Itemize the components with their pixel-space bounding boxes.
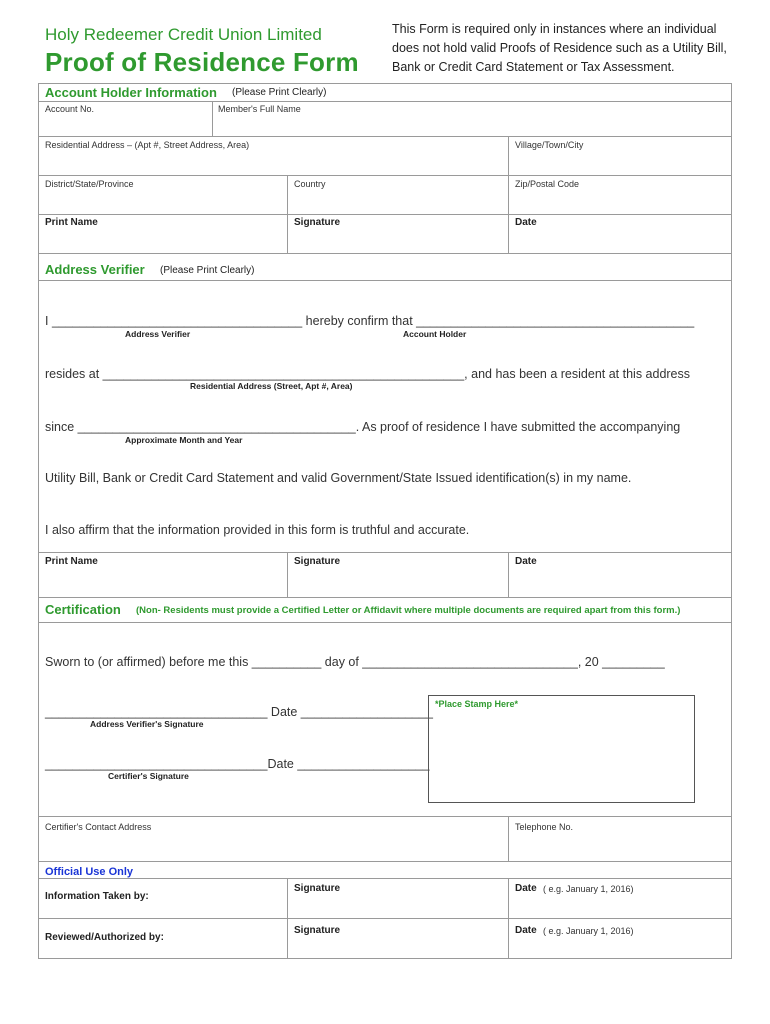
certification-heading: Certification [45,602,121,617]
official-signature-2[interactable]: Signature [294,925,341,936]
holder-print-name-field[interactable]: Print Name [45,217,98,228]
divider [508,816,509,861]
verifier-confirm-line[interactable]: I ____________________________________ hereby confirm that ________________________________________ [45,314,695,328]
zip-field[interactable]: Zip/Postal Code [515,179,580,189]
divider [38,861,732,862]
stamp-label: *Place Stamp Here* [435,699,519,709]
country-field[interactable]: Country [294,179,326,189]
district-field[interactable]: District/State/Province [45,179,134,189]
organization-name: Holy Redeemer Credit Union Limited [45,25,322,44]
official-signature-1[interactable]: Signature [294,883,341,894]
resides-at-line[interactable]: resides at ____________________________________________________, and has been a resident at this address [45,367,691,381]
account-no-field[interactable]: Account No. [45,104,95,114]
account-holder-heading: Account Holder Information [45,85,217,100]
date-example-1: ( e.g. January 1, 2016) [543,884,634,894]
divider [38,253,732,254]
telephone-field[interactable]: Telephone No. [515,822,574,832]
date-example-2: ( e.g. January 1, 2016) [543,926,634,936]
divider [38,622,732,623]
since-line[interactable]: since ________________________________________. As proof of residence I have submitted the accompanying [45,420,681,434]
village-field[interactable]: Village/Town/City [515,140,584,150]
divider [38,214,732,215]
official-date-2[interactable]: Date [515,925,537,936]
form-title: Proof of Residence Form [45,47,359,77]
verifier-signature-caption: Address Verifier's Signature [90,719,204,729]
holder-signature-field[interactable]: Signature [294,217,341,228]
divider [38,136,732,137]
divider [38,552,732,553]
address-verifier-hint: (Please Print Clearly) [160,265,255,276]
verifier-signature-line[interactable]: ________________________________ Date ___________________ [45,705,433,719]
divider [38,816,732,817]
divider [508,552,509,597]
divider [287,552,288,597]
verifier-name-caption: Address Verifier [125,329,191,339]
information-taken-by-field[interactable]: Information Taken by: [45,891,149,902]
divider [38,280,732,281]
verifier-print-name-field[interactable]: Print Name [45,556,98,567]
account-holder-hint: (Please Print Clearly) [232,87,327,98]
holder-name-caption: Account Holder [403,329,467,339]
divider [38,83,732,84]
official-use-heading: Official Use Only [45,866,134,878]
verifier-date-field[interactable]: Date [515,556,537,567]
proof-documents-text: Utility Bill, Bank or Credit Card Statement and valid Government/State Issued identification(s) in my name. [45,471,632,485]
certification-note: (Non- Residents must provide a Certified Letter or Affidavit where multiple documents are required apart from this form.) [136,605,681,616]
divider [508,136,509,253]
certifier-signature-caption: Certifier's Signature [108,771,189,781]
reviewed-by-field[interactable]: Reviewed/Authorized by: [45,932,164,943]
month-year-caption: Approximate Month and Year [125,435,243,445]
sworn-line[interactable]: Sworn to (or affirmed) before me this __________ day of _______________________________, 20 _________ [45,655,665,669]
address-verifier-heading: Address Verifier [45,262,145,277]
divider [38,175,732,176]
certifier-signature-line[interactable]: ________________________________Date ___________________ [45,757,430,771]
verifier-signature-field[interactable]: Signature [294,556,341,567]
full-name-field[interactable]: Member's Full Name [218,104,301,114]
divider [38,597,732,598]
stamp-box[interactable] [428,695,695,803]
divider [38,101,732,102]
divider [38,878,732,879]
form-note: This Form is required only in instances where an individual does not hold valid Proofs of Residence such as a Utility Bill, Bank or Credit Card Statement or Tax Assessment. [392,22,727,74]
certifier-contact-field[interactable]: Certifier's Contact Address [45,822,152,832]
frame-bottom [38,958,732,959]
residential-address-caption: Residential Address (Street, Apt #, Area) [190,381,353,391]
divider [212,101,213,137]
official-date-1[interactable]: Date [515,883,537,894]
affirmation-text: I also affirm that the information provided in this form is truthful and accurate. [45,523,470,537]
residential-address-field[interactable]: Residential Address – (Apt #, Street Address, Area) [45,140,250,150]
divider [38,918,732,919]
holder-date-field[interactable]: Date [515,217,537,228]
